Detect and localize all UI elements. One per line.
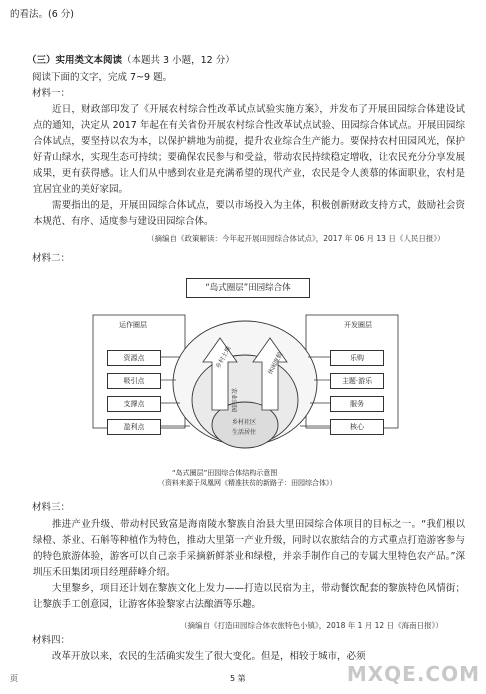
right-header: 开发圈层 — [332, 318, 384, 332]
material2-label: 材料二： — [32, 253, 71, 264]
diagram-caption-source: （资料来源于凤凰网《精准扶贫的新路子：田园综合体》） — [158, 479, 337, 487]
arrow-label-1: 乡村土地 — [214, 345, 233, 370]
left-box-2: 吸引点 — [107, 373, 161, 389]
left-box-1: 资源点 — [107, 350, 161, 366]
right-box-4: 核心 — [330, 419, 384, 435]
section-note: （本题共 3 小题，12 分） — [122, 55, 235, 66]
right-box-3: 服务 — [330, 396, 384, 412]
arrow-label-2: 农业田园 — [230, 388, 237, 413]
section-title: （三）实用类文本阅读 — [27, 55, 123, 66]
material1-paragraph-1: 近日，财政部印发了《开展农村综合性改革试点试验实施方案》，并发布了开展田园综合体建设试点的通知，决定从 2017 年起在有关省份开展农村综合性改革试点试验、田园综合体试点。开展田园综合体试点，要坚持以农为本，以保护耕地为前提，提升农业综合生产能力。要保持农村田园风光，保护好青山绿水，实现生态可持续；要确保农民参与和受益，带动农民持续稳定增收，让农民充分分享发展成果，更有获得感。让人们从中感到农业是充满希望的现代产业，农民是令人羡慕的体面职业，农村是宜居宜业的美好家园。 — [33, 104, 465, 195]
material4-label: 材料四： — [32, 635, 71, 646]
left-box-3: 支撑点 — [107, 396, 161, 412]
page-number: 5 第 — [230, 674, 246, 683]
right-box-2: 主题·游乐 — [330, 373, 384, 389]
material1-paragraph-2: 需要指出的是，开展田园综合体试点，要以市场投入为主体，积极创新财政支持方式，鼓励社会资本规范、有序、适度参与建设田园综合体。 — [33, 200, 465, 227]
material1-label: 材料一： — [32, 88, 71, 99]
material1-source: （摘编自《政策解读：今年起开展田园综合体试点》，2017 年 06 月 13 日《人民日报》） — [147, 234, 445, 243]
material4-paragraph-1: 改革开放以来，农民的生活确实发生了很大变化。但是，相较于城市，必须 — [52, 651, 366, 662]
left-box-4: 盈利点 — [107, 419, 161, 435]
previous-question-tail: 的看法。(6 分) — [10, 9, 74, 20]
left-header: 运作圈层 — [107, 318, 159, 332]
material3-paragraph-1: 推进产业升级、带动村民致富是海南陵水黎族自治县大里田园综合体项目的目标之一。“我们根以绿橙、茶业、石斛等种植作为特色，推动大里第一产业升级，同时以农旅结合的方式重点打造游客参与的特色旅游体验，游客可以自己亲手采摘新鲜茶业和绿橙，并亲手制作自己的专属大里特色农产品。”深圳压禾田集团项目经理薛峰介绍。 — [33, 519, 465, 578]
diagram-title: “岛式圈层”田园综合体 — [186, 278, 310, 298]
footer-left: 页 — [10, 674, 18, 683]
center-label-1: 乡村社区 — [232, 419, 257, 426]
material3-source: （摘编自《打造田园综合体农旅特色小镇》，2018 年 1 月 12 日《海南日报》） — [180, 621, 443, 630]
center-label-2: 生活居住 — [232, 429, 257, 436]
instruction: 阅读下面的文字，完成 7~9 题。 — [32, 72, 173, 83]
material3-paragraph-2: 大里黎乡，项目还计划在黎族文化上发力——打造以民宿为主，带动餐饮配套的黎族特色风情街；让黎族手工创意园，让游客体验黎家古法酿酒等乐趣。 — [33, 583, 465, 610]
right-box-1: 乐购 — [330, 350, 384, 366]
material3-label: 材料三： — [32, 502, 71, 513]
diagram-caption: “岛式圈层”田园综合体结构示意图 — [172, 469, 278, 477]
arrow-label-3: 休闲度假 — [266, 351, 285, 376]
watermark-logo: MXQE.COM — [346, 662, 480, 686]
